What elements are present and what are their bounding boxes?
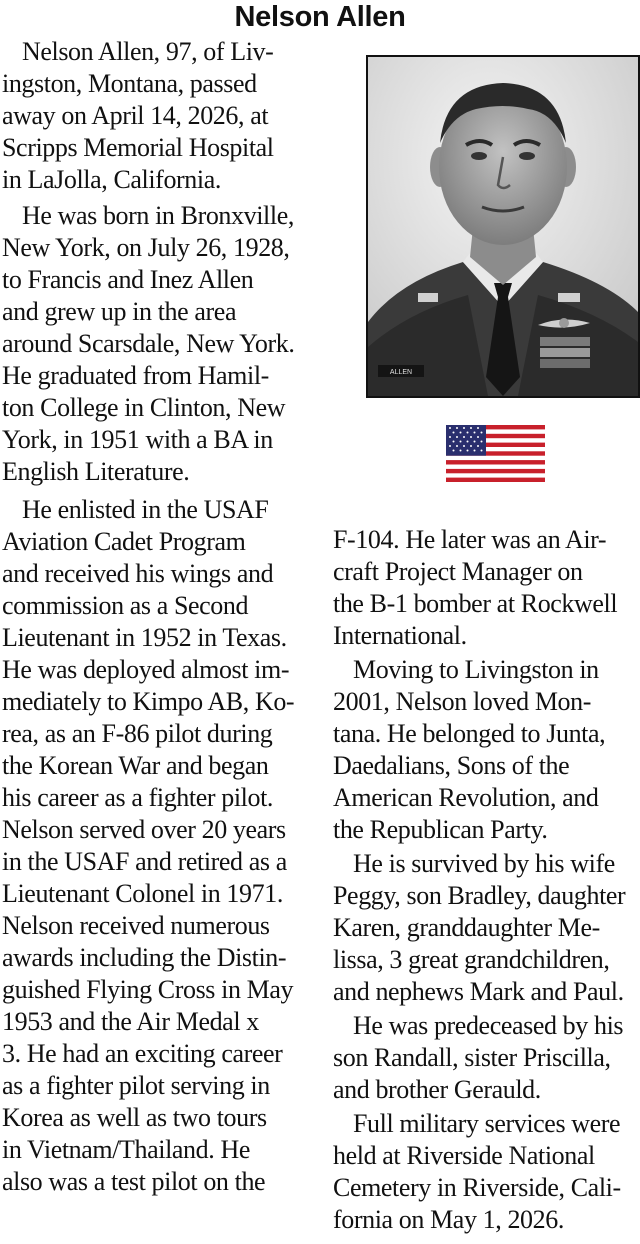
text-line: Scripps Memorial Hospital: [2, 133, 274, 162]
portrait-photo: [366, 55, 640, 398]
text-line: Nelson received numerous: [2, 911, 270, 940]
text-line: F-104. He later was an Air-: [333, 525, 607, 554]
text-line: to Francis and Inez Allen: [2, 265, 254, 294]
name-tag-text: ALLEN: [389, 369, 413, 376]
text-line: He was deployed almost im-: [2, 655, 290, 684]
text-line: mediately to Kimpo AB, Ko-: [2, 687, 295, 716]
text-line: rea, as an F-86 pilot during: [2, 719, 273, 748]
text-line: Nelson Allen, 97, of Liv-: [22, 37, 274, 66]
obituary-title: Nelson Allen: [234, 1, 406, 33]
text-line: held at Riverside National: [333, 1141, 595, 1170]
text-line: York, in 1951 with a BA in: [2, 425, 273, 454]
text-line: tana. He belonged to Junta,: [333, 719, 606, 748]
text-line: lissa, 3 great grandchildren,: [333, 945, 610, 974]
text-line: in the USAF and retired as a: [2, 847, 287, 876]
text-line: guished Flying Cross in May: [2, 975, 294, 1004]
text-line: 1953 and the Air Medal x: [2, 1007, 259, 1036]
text-line: Full military services were: [353, 1109, 621, 1138]
text-line: Karen, granddaughter Me-: [333, 913, 600, 942]
text-line: in LaJolla, California.: [2, 165, 221, 194]
text-line: Lieutenant in 1952 in Texas.: [2, 623, 287, 652]
text-line: 2001, Nelson loved Mon-: [333, 687, 591, 716]
text-line: Cemetery in Riverside, Cali-: [333, 1173, 621, 1202]
text-line: Korea as well as two tours: [2, 1103, 267, 1132]
text-line: 3. He had an exciting career: [2, 1039, 283, 1068]
text-line: International.: [333, 621, 467, 650]
text-line: the Republican Party.: [333, 815, 548, 844]
text-line: He was predeceased by his: [353, 1011, 624, 1040]
text-line: American Revolution, and: [333, 783, 599, 812]
text-line: Daedalians, Sons of the: [333, 751, 570, 780]
text-line: He graduated from Hamil-: [2, 361, 269, 390]
text-line: his career as a fighter pilot.: [2, 783, 273, 812]
text-line: the B-1 bomber at Rockwell: [333, 589, 618, 618]
text-line: and grew up in the area: [2, 297, 237, 326]
text-line: He enlisted in the USAF: [22, 495, 269, 524]
text-line: ingston, Montana, passed: [2, 69, 257, 98]
text-line: as a fighter pilot serving in: [2, 1071, 270, 1100]
text-line: New York, on July 26, 1928,: [2, 233, 290, 262]
text-line: ton College in Clinton, New: [2, 393, 286, 422]
text-line: around Scarsdale, New York.: [2, 329, 295, 358]
text-line: awards including the Distin-: [2, 943, 287, 972]
text-line: Lieutenant Colonel in 1971.: [2, 879, 283, 908]
text-line: in Vietnam/Thailand. He: [2, 1135, 250, 1164]
text-line: and brother Gerauld.: [333, 1075, 541, 1104]
us-flag-icon: [446, 425, 545, 482]
text-line: English Literature.: [2, 457, 190, 486]
text-line: fornia on May 1, 2026.: [333, 1205, 564, 1234]
text-line: Moving to Livingston in: [353, 655, 599, 684]
text-line: commission as a Second: [2, 591, 249, 620]
text-line: craft Project Manager on: [333, 557, 583, 586]
text-line: son Randall, sister Priscilla,: [333, 1043, 611, 1072]
text-line: away on April 14, 2026, at: [2, 101, 269, 130]
text-line: He was born in Bronxville,: [22, 201, 294, 230]
text-line: Nelson served over 20 years: [2, 815, 286, 844]
text-line: and received his wings and: [2, 559, 274, 588]
text-line: also was a test pilot on the: [2, 1167, 266, 1196]
text-line: Peggy, son Bradley, daughter: [333, 881, 626, 910]
text-line: He is survived by his wife: [353, 849, 615, 878]
text-line: Aviation Cadet Program: [2, 527, 246, 556]
text-line: and nephews Mark and Paul.: [333, 977, 624, 1006]
text-line: the Korean War and began: [2, 751, 269, 780]
